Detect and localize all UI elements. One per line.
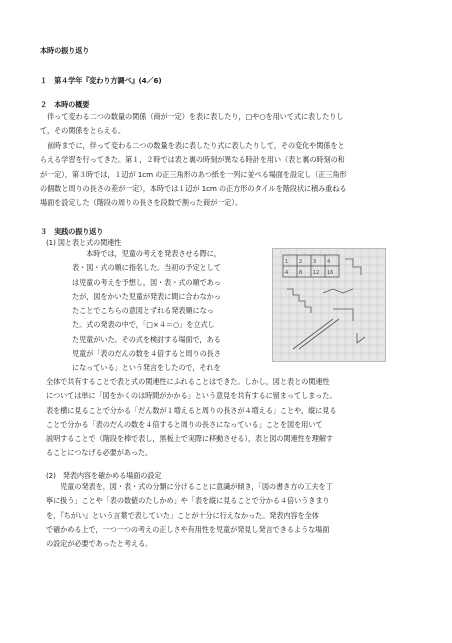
notebook-grid-image xyxy=(273,249,385,361)
doc-title: 本時の振り返り xyxy=(40,46,90,55)
svg-text:16: 16 xyxy=(327,270,334,276)
svg-text:4: 4 xyxy=(327,259,331,265)
subsection-1-paragraph-wrapped xyxy=(72,247,221,376)
text-line: になっている」という発言をしたので，それを xyxy=(72,363,221,373)
text-line: たが，図をかいた児童が発表に間に合わなかっ xyxy=(72,291,221,301)
text-line: 前時までに，伴って変わる二つの数量を表に表したり式に表したりして，その変化や関係をと xyxy=(40,141,345,150)
text-line: 場面を設定した（階段の周りの長さを段数で割った商が一定）。 xyxy=(40,198,242,208)
text-line: は児童の考えを予想し，図・表・式の順であっ xyxy=(72,277,221,287)
text-line: た。式の発表の中で，「□×４＝○」を立式し xyxy=(72,320,215,330)
subsection-1-heading: (1) 図と表と式の関連性 xyxy=(46,238,122,247)
svg-text:2: 2 xyxy=(299,259,303,265)
text-line: 寧に扱う」ことや「表の数値のたしかめ」や「表を縦に見ることで分かる４倍いうきまり xyxy=(46,496,330,506)
text-line: たことでこちらの意図とずれる発表順になっ xyxy=(72,306,214,316)
svg-text:1: 1 xyxy=(285,259,289,265)
subsection-1-paragraph-full xyxy=(46,375,336,461)
section-2-paragraph-1 xyxy=(40,110,343,139)
text-line: 伴って変わる二つの数量の関係（商が一定）を表に表したり，□や○を用いて式に表したりし xyxy=(40,112,344,121)
subsection-2-paragraph xyxy=(46,480,333,551)
text-line: らえる学習を行ってきた。第１，２時では表と裏の時刻が異なる時計を用い（表と裏の時刻の和 xyxy=(40,155,345,165)
text-line: 本時では，児童の考えを発表させる際に， xyxy=(72,249,221,258)
svg-text:4: 4 xyxy=(285,270,289,276)
student-notebook-photo xyxy=(272,248,386,362)
subsection-2-heading: (2) 発表内容を確かめる場面の設定 xyxy=(46,471,162,480)
text-line: を，『ちがい』という言葉で表していた」ことが十分に行えなかった。発表内容を全体 xyxy=(46,510,319,520)
text-line: で確かめる上で，一つ一つの考えの正しさや有用性を児童が発見し発言できるような場面 xyxy=(46,524,330,534)
text-line: て，その関係をとらえる。 xyxy=(40,126,125,136)
text-line: 児童の発表を，図・表・式の分類に分けることに意識が傾き，「図の書き方の工夫を丁 xyxy=(46,482,333,491)
text-line: が一定），第３時では，１辺が 1cm の正三角形のあつ紙を一列に並べる場面を設定し（正三角形 xyxy=(40,169,347,179)
unit-heading: １ 第４学年『変わり方調べ』(4／6) xyxy=(40,76,162,85)
section-2-paragraph-2 xyxy=(40,139,347,210)
svg-text:8: 8 xyxy=(299,270,303,276)
text-line: については単に「図をかくのは時間がかかる」という意見を共有するに留まってしまった。 xyxy=(46,391,337,401)
text-line: 全体で共有することで表と式の関連性にふれることはできた。しかし，図と表との関連性 xyxy=(46,377,330,386)
text-line: た児童がいた。その式を検討する場面で，ある xyxy=(72,334,221,344)
text-line: 説明することで（階段を棒で表し，黒板上で実際に移動させる），表と図の関連性を理解す xyxy=(46,434,333,444)
text-line: 表を横に見ることで分かる「だん数が１増えると周りの長さが４増える」ことや，縦に見る xyxy=(46,405,337,415)
section-3-heading: ３ 実践の振り返り xyxy=(40,227,104,236)
text-line: の設定が必要であったと考える。 xyxy=(46,539,153,549)
text-line: の個数と周りの長さの差が一定），本時では１辺が 1cm の正方形のタイルを階段状に積み重ねる xyxy=(40,183,347,193)
text-line: ことで分かる「表のだんの数を４倍すると周りの長さになっている」ことを図を用いて xyxy=(46,419,323,429)
text-line: ることにつなげる必要があった。 xyxy=(46,448,153,458)
section-2-heading: ２ 本時の概要 xyxy=(40,100,90,109)
svg-text:3: 3 xyxy=(313,259,317,265)
text-line: 表・図・式の順に指名した。当初の予定として xyxy=(72,263,221,273)
svg-text:12: 12 xyxy=(313,270,320,276)
text-line: 児童が「表のだんの数を４倍すると周りの長さ xyxy=(72,349,221,359)
